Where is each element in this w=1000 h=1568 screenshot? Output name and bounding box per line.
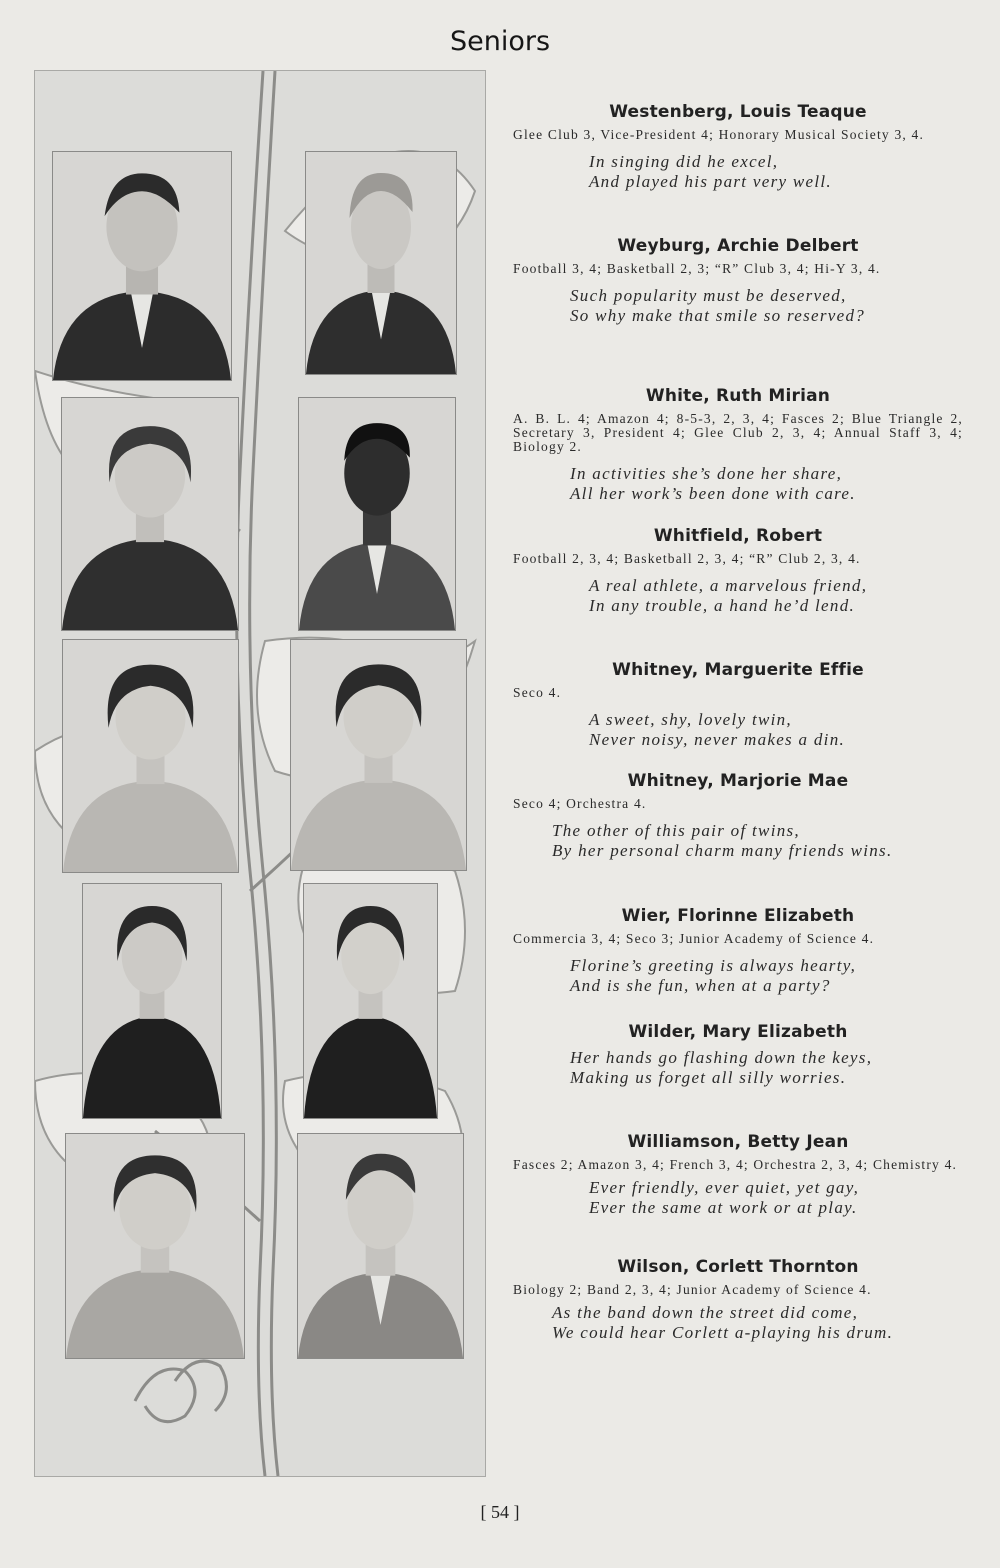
verse-line: And is she fun, when at a party?	[570, 976, 831, 995]
senior-entry-weyburg	[513, 236, 963, 326]
senior-verse	[513, 1303, 963, 1343]
senior-name: Whitney, Marguerite Effie	[612, 660, 864, 680]
senior-verse	[513, 286, 963, 326]
verse-line: And played his part very well.	[589, 172, 832, 191]
senior-name: Wilder, Mary Elizabeth	[628, 1022, 848, 1042]
senior-activities: Seco 4; Orchestra 4.	[513, 796, 647, 811]
portrait-williamson	[65, 1133, 245, 1359]
verse-line: We could hear Corlett a-playing his drum.	[552, 1323, 894, 1342]
portrait-white	[61, 397, 239, 631]
senior-verse	[513, 956, 963, 996]
senior-entry-whitfield	[513, 526, 963, 616]
senior-verse	[513, 464, 963, 504]
senior-name: White, Ruth Mirian	[645, 386, 831, 406]
senior-activities: Glee Club 3, Vice-President 4; Honorary Musical Society 3, 4.	[513, 127, 925, 142]
senior-entry-williamson	[513, 1132, 963, 1218]
verse-line: Making us forget all silly worries.	[570, 1068, 847, 1087]
senior-entry-marjorie-whitney	[513, 771, 963, 861]
verse-line: In activities she’s done her share,	[570, 464, 843, 483]
verse-line: Ever friendly, ever quiet, yet gay,	[589, 1178, 860, 1197]
senior-name: Wilson, Corlett Thornton	[617, 1257, 859, 1277]
portrait-wier	[82, 883, 222, 1119]
senior-entry-marguerite-whitney	[513, 660, 963, 750]
portrait-wilson	[297, 1133, 464, 1359]
verse-line: By her personal charm many friends wins.	[552, 841, 893, 860]
verse-line: Her hands go flashing down the keys,	[570, 1048, 873, 1067]
senior-entry-white	[513, 386, 963, 504]
portrait-weyburg	[305, 151, 457, 375]
verse-line: Ever the same at work or at play.	[589, 1198, 858, 1217]
portrait-marguerite-whitney	[62, 639, 239, 873]
senior-name: Wier, Florinne Elizabeth	[621, 906, 855, 926]
senior-name: Weyburg, Archie Delbert	[617, 236, 859, 256]
verse-line: All her work’s been done with care.	[570, 484, 856, 503]
portrait-westenberg	[52, 151, 232, 381]
senior-entry-wilson	[513, 1257, 963, 1343]
senior-verse	[513, 710, 963, 750]
verse-line: The other of this pair of twins,	[552, 821, 800, 840]
verse-line: In any trouble, a hand he’d lend.	[589, 596, 856, 615]
page-number: [ 54 ]	[480, 1502, 520, 1522]
senior-entry-westenberg	[513, 102, 963, 192]
senior-name: Whitney, Marjorie Mae	[627, 771, 849, 791]
senior-activities: Football 3, 4; Basketball 2, 3; “R” Club 3, 4; Hi-Y 3, 4.	[513, 261, 881, 276]
senior-activities: Football 2, 3, 4; Basketball 2, 3, 4; “R” Club 2, 3, 4.	[513, 551, 861, 566]
verse-line: So why make that smile so reserved?	[570, 306, 866, 325]
senior-verse	[513, 821, 963, 861]
senior-activities: A. B. L. 4; Amazon 4; 8-5-3, 2, 3, 4; Fasces 2; Blue Triangle 2, Secretary 3, President 4; Glee Club 2, 3, 4; Annual Staff 3, 4; Biology 2.	[513, 411, 963, 454]
senior-entry-wier	[513, 906, 963, 996]
senior-verse	[513, 1048, 963, 1088]
senior-name: Westenberg, Louis Teaque	[609, 102, 867, 122]
portrait-marjorie-whitney	[290, 639, 467, 871]
senior-entry-wilder	[513, 1022, 963, 1088]
senior-name: Williamson, Betty Jean	[627, 1132, 849, 1152]
verse-line: A sweet, shy, lovely twin,	[589, 710, 792, 729]
senior-activities: Seco 4.	[513, 685, 562, 700]
verse-line: A real athlete, a marvelous friend,	[589, 576, 868, 595]
verse-line: Never noisy, never makes a din.	[589, 730, 846, 749]
portrait-whitfield	[298, 397, 456, 631]
verse-line: As the band down the street did come,	[552, 1303, 859, 1322]
senior-verse	[513, 576, 963, 616]
verse-line: Florine’s greeting is always hearty,	[570, 956, 857, 975]
verse-line: In singing did he excel,	[589, 152, 779, 171]
photo-panel	[34, 70, 486, 1477]
portrait-wilder	[303, 883, 438, 1119]
page-title: Seniors	[449, 26, 551, 57]
senior-verse	[513, 152, 963, 192]
senior-name: Whitfield, Robert	[653, 526, 823, 546]
senior-activities: Commercia 3, 4; Seco 3; Junior Academy of Science 4.	[513, 931, 875, 946]
senior-verse	[513, 1178, 963, 1218]
senior-activities: Biology 2; Band 2, 3, 4; Junior Academy of Science 4.	[513, 1282, 872, 1297]
senior-activities: Fasces 2; Amazon 3, 4; French 3, 4; Orchestra 2, 3, 4; Chemistry 4.	[513, 1157, 958, 1172]
verse-line: Such popularity must be deserved,	[570, 286, 847, 305]
